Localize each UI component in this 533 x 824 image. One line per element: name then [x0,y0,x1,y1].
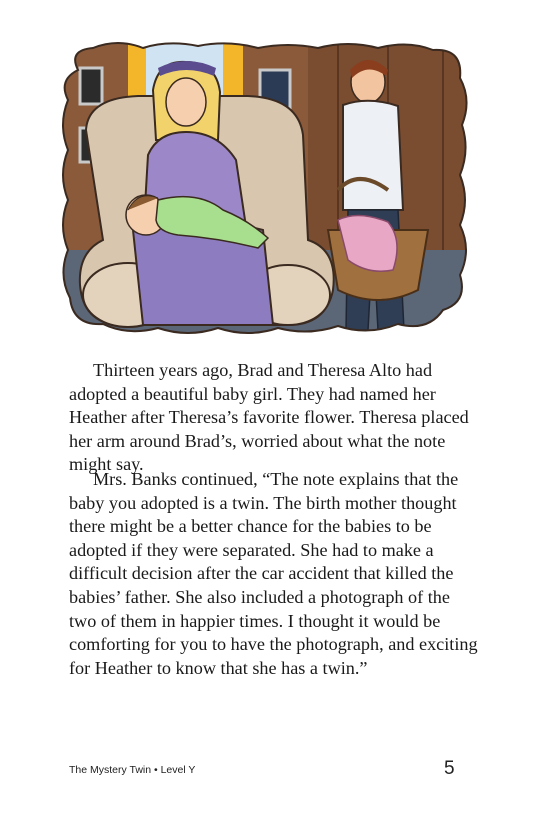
paragraph-text: Thirteen years ago, Brad and Theresa Alto had adopted a beautiful baby girl. They had named her Heather after Theresa’s favorite flower. Theresa placed her arm around Brad’s, worried about what the note might say. [69,360,469,475]
story-paragraph-1 [69,359,479,477]
story-paragraph-2 [69,468,479,680]
paragraph-text: Mrs. Banks continued, “The note explains that the baby you adopted is a twin. The birth mother thought there might be a better chance for the babies to be adopted if they were separated. She had to make a difficult decision after the car accident that killed the babies’ father. She also included a photograph of the two of them in happier times. I thought it would be comforting for you to have the photograph, and exciting for Heather to know that she has a twin.” [69,469,478,678]
story-illustration [58,40,472,340]
book-title-footer: The Mystery Twin • Level Y [69,764,196,776]
page-number: 5 [444,758,455,779]
